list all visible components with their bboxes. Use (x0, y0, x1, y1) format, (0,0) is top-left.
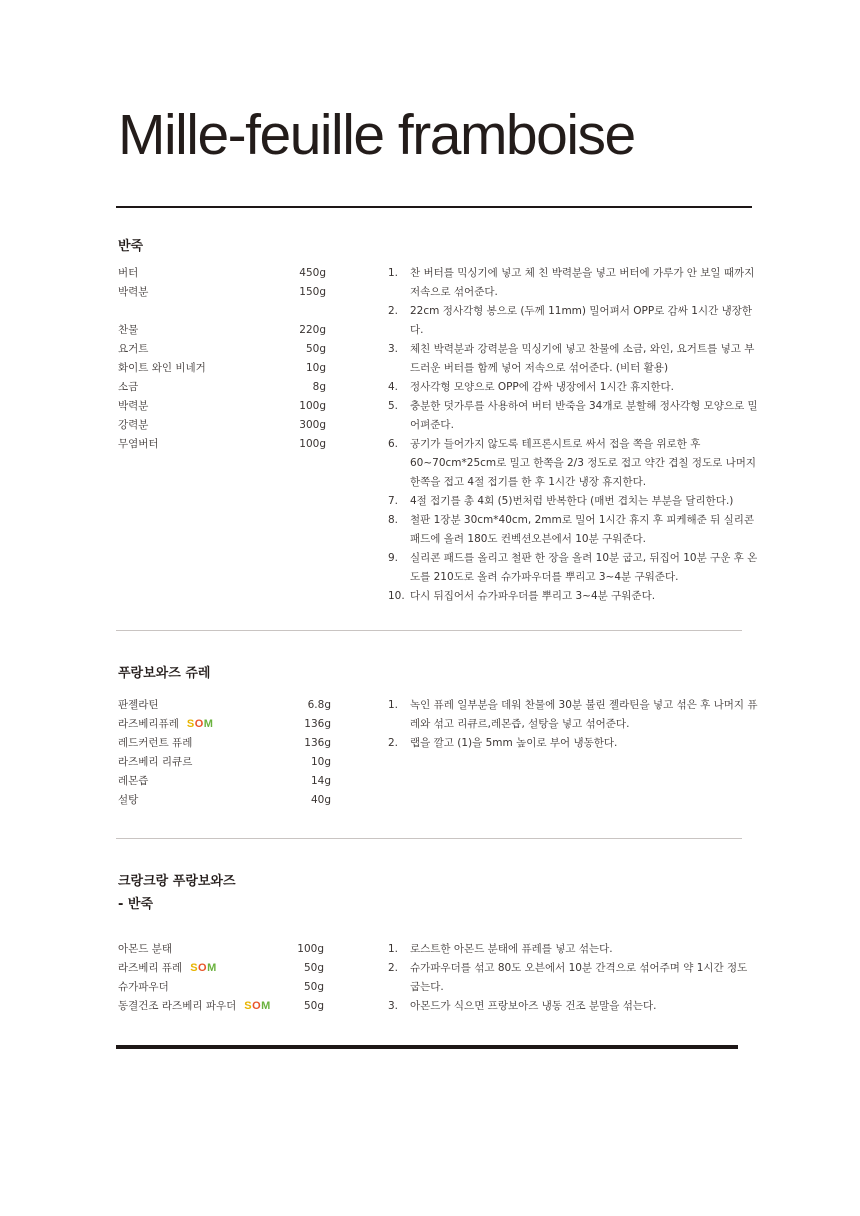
step-text: 랩을 깔고 (1)을 5mm 높이로 부어 냉동한다. (410, 737, 618, 749)
step-text: 22cm 정사각형 봉으로 (두께 11mm) 밀어펴서 OPP로 감싸 1시간 냉장한다. (410, 305, 753, 336)
ingredient-amount: 10g (310, 756, 331, 768)
som-brand-logo: SOM (190, 962, 217, 974)
ingredient-amount: 450g (299, 267, 326, 279)
ingredient-name: 요거트 (118, 343, 149, 355)
ingredient-name: 설탕 (118, 794, 139, 806)
step-item (388, 397, 760, 435)
step-text: 아몬드가 식으면 프랑보아즈 냉동 건조 분말을 섞는다. (410, 1000, 657, 1012)
ingredient-row (118, 997, 324, 1016)
ingredient-name: 레드커런트 퓨레 (118, 737, 193, 749)
recipe-title: Mille-feuille framboise (118, 103, 635, 167)
step-item (388, 940, 760, 959)
ingredient-name: 동결건조 라즈베리 파우더 (118, 1000, 237, 1012)
ingredient-row (118, 791, 331, 810)
ingredient-name: 라즈베리 리큐르 (118, 756, 193, 768)
ingredient-amount: 6.8g (307, 699, 331, 711)
step-number: 1. (388, 267, 399, 279)
footer-divider (116, 1045, 738, 1049)
ingredient-name-with-badge (118, 959, 217, 978)
ingredient-amount: 136g (304, 737, 331, 749)
step-item (388, 302, 760, 340)
ingredient-amount: 40g (310, 794, 331, 806)
ingredient-amount: 50g (303, 962, 324, 974)
ingredient-name: 버터 (118, 267, 139, 279)
step-text: 녹인 퓨레 일부분을 데워 찬물에 30분 불린 젤라틴을 넣고 섞은 후 나머지 퓨레와 섞고 리큐르,레몬즙, 설탕을 넣고 섞어준다. (410, 699, 758, 730)
step-text: 충분한 덧가루를 사용하여 버터 반죽을 34개로 분할해 정사각형 모양으로 밀어펴준다. (410, 400, 758, 431)
step-number: 2. (388, 962, 399, 974)
ingredient-row (118, 753, 331, 772)
step-number: 10. (388, 590, 405, 602)
ingredient-amount: 220g (299, 324, 326, 336)
step-text: 찬 버터를 믹싱기에 넣고 체 친 박력분을 넣고 버터에 가루가 안 보일 때까지 저속으로 섞어준다. (410, 267, 755, 298)
step-text: 철판 1장분 30cm*40cm, 2mm로 밀어 1시간 휴지 후 피케해준 뒤 실리콘 패드에 올려 180도 컨벡션오븐에서 10분 구워준다. (410, 514, 755, 545)
step-text: 체친 박력분과 강력분을 믹싱기에 넣고 찬물에 소금, 와인, 요거트를 넣고 부드러운 버터를 함께 넣어 저속으로 섞어준다. (비터 활용) (410, 343, 755, 374)
ingredient-amount: 10g (305, 362, 326, 374)
ingredient-row (118, 340, 326, 359)
section-title-crumble (118, 870, 236, 916)
ingredient-amount: 150g (299, 286, 326, 298)
step-text: 정사각형 모양으로 OPP에 감싸 냉장에서 1시간 휴지한다. (410, 381, 674, 393)
ingredient-spacer (118, 302, 326, 321)
ingredient-amount: 100g (299, 438, 326, 450)
ingredient-row (118, 264, 326, 283)
step-text: 4절 접기를 총 4회 (5)번처럼 반복한다 (매번 겹치는 부분을 달리한다.) (410, 495, 734, 507)
ingredient-name: 강력분 (118, 419, 149, 431)
step-text: 실리콘 패드를 올리고 철판 한 장을 올려 10분 굽고, 뒤집어 10분 구운 후 온도를 210도로 올려 슈가파우더를 뿌리고 3~4분 구워준다. (410, 552, 758, 583)
step-item (388, 959, 760, 997)
ingredient-name: 슈가파우더 (118, 981, 169, 993)
ingredient-name: 무염버터 (118, 438, 159, 450)
ingredient-list-jelly (118, 696, 331, 810)
step-list-crumble (388, 940, 760, 1016)
ingredient-row (118, 734, 331, 753)
ingredient-amount: 100g (297, 943, 324, 955)
section-title-line: 크랑크랑 푸랑보와즈 (118, 874, 236, 889)
section-title-line: - 반죽 (118, 897, 154, 912)
ingredient-name: 레몬즙 (118, 775, 149, 787)
ingredient-name: 아몬드 분태 (118, 943, 173, 955)
ingredient-row (118, 359, 326, 378)
step-number: 2. (388, 737, 399, 749)
ingredient-name: 소금 (118, 381, 139, 393)
step-item (388, 734, 760, 753)
step-list-dough (388, 264, 760, 606)
ingredient-amount: 50g (303, 981, 324, 993)
step-text: 슈가파우더를 섞고 80도 오븐에서 10분 간격으로 섞어주며 약 1시간 정도 굽는다. (410, 962, 748, 993)
step-item (388, 264, 760, 302)
ingredient-amount: 100g (299, 400, 326, 412)
ingredient-amount: 8g (312, 381, 326, 393)
step-number: 6. (388, 438, 399, 450)
step-item (388, 378, 760, 397)
ingredient-name: 화이트 와인 비네거 (118, 362, 206, 374)
step-item (388, 587, 760, 606)
ingredient-row (118, 959, 324, 978)
ingredient-amount: 50g (305, 343, 326, 355)
ingredient-name: 찬물 (118, 324, 139, 336)
step-number: 1. (388, 699, 399, 711)
ingredient-row (118, 397, 326, 416)
ingredient-row (118, 696, 331, 715)
ingredient-amount: 300g (299, 419, 326, 431)
ingredient-row (118, 940, 324, 959)
ingredient-name-with-badge (118, 997, 271, 1016)
step-item (388, 492, 760, 511)
step-number: 9. (388, 552, 399, 564)
ingredient-row (118, 283, 326, 302)
step-text: 로스트한 아몬드 분태에 퓨레를 넣고 섞는다. (410, 943, 613, 955)
step-item (388, 511, 760, 549)
ingredient-amount: 14g (310, 775, 331, 787)
som-brand-logo: SOM (186, 718, 214, 730)
step-number: 2. (388, 305, 399, 317)
ingredient-name: 박력분 (118, 400, 149, 412)
ingredient-name: 라즈베리 퓨레 (118, 962, 183, 974)
step-text: 공기가 들어가지 않도록 테프론시트로 싸서 접을 쪽을 위로한 후 60~70cm*25cm로 밀고 한쪽을 2/3 정도로 접고 약간 겹칠 정도로 나머지 한쪽을 접고 4절 접기를 한 후 1시간 냉장 휴지한다. (410, 438, 757, 488)
step-number: 7. (388, 495, 399, 507)
ingredient-name: 박력분 (118, 286, 149, 298)
step-item (388, 549, 760, 587)
section-title-dough: 반죽 (118, 239, 144, 254)
section-divider (116, 838, 742, 839)
step-list-jelly (388, 696, 760, 753)
step-item (388, 435, 760, 492)
step-item (388, 696, 760, 734)
step-number: 3. (388, 1000, 399, 1012)
ingredient-row (118, 321, 326, 340)
step-number: 3. (388, 343, 399, 355)
ingredient-amount: 50g (303, 1000, 324, 1012)
step-number: 1. (388, 943, 399, 955)
ingredient-list-dough (118, 264, 326, 454)
ingredient-row (118, 978, 324, 997)
ingredient-list-crumble (118, 940, 324, 1016)
ingredient-row (118, 378, 326, 397)
step-number: 8. (388, 514, 399, 526)
step-text: 다시 뒤집어서 슈가파우더를 뿌리고 3~4분 구워준다. (410, 590, 656, 602)
title-divider (116, 206, 752, 208)
step-number: 5. (388, 400, 399, 412)
som-brand-logo: SOM (244, 1000, 271, 1012)
step-item (388, 340, 760, 378)
step-item (388, 997, 760, 1016)
ingredient-row (118, 772, 331, 791)
section-title-raspberry-jelly: 푸랑보와즈 쥬레 (118, 666, 211, 681)
ingredient-name: 라즈베리퓨레 (118, 718, 179, 730)
ingredient-name-with-badge (118, 715, 213, 734)
ingredient-row (118, 435, 326, 454)
step-number: 4. (388, 381, 399, 393)
section-divider (116, 630, 742, 631)
ingredient-name: 판젤라틴 (118, 699, 159, 711)
ingredient-row (118, 715, 331, 734)
ingredient-amount: 136g (304, 718, 331, 730)
ingredient-row (118, 416, 326, 435)
